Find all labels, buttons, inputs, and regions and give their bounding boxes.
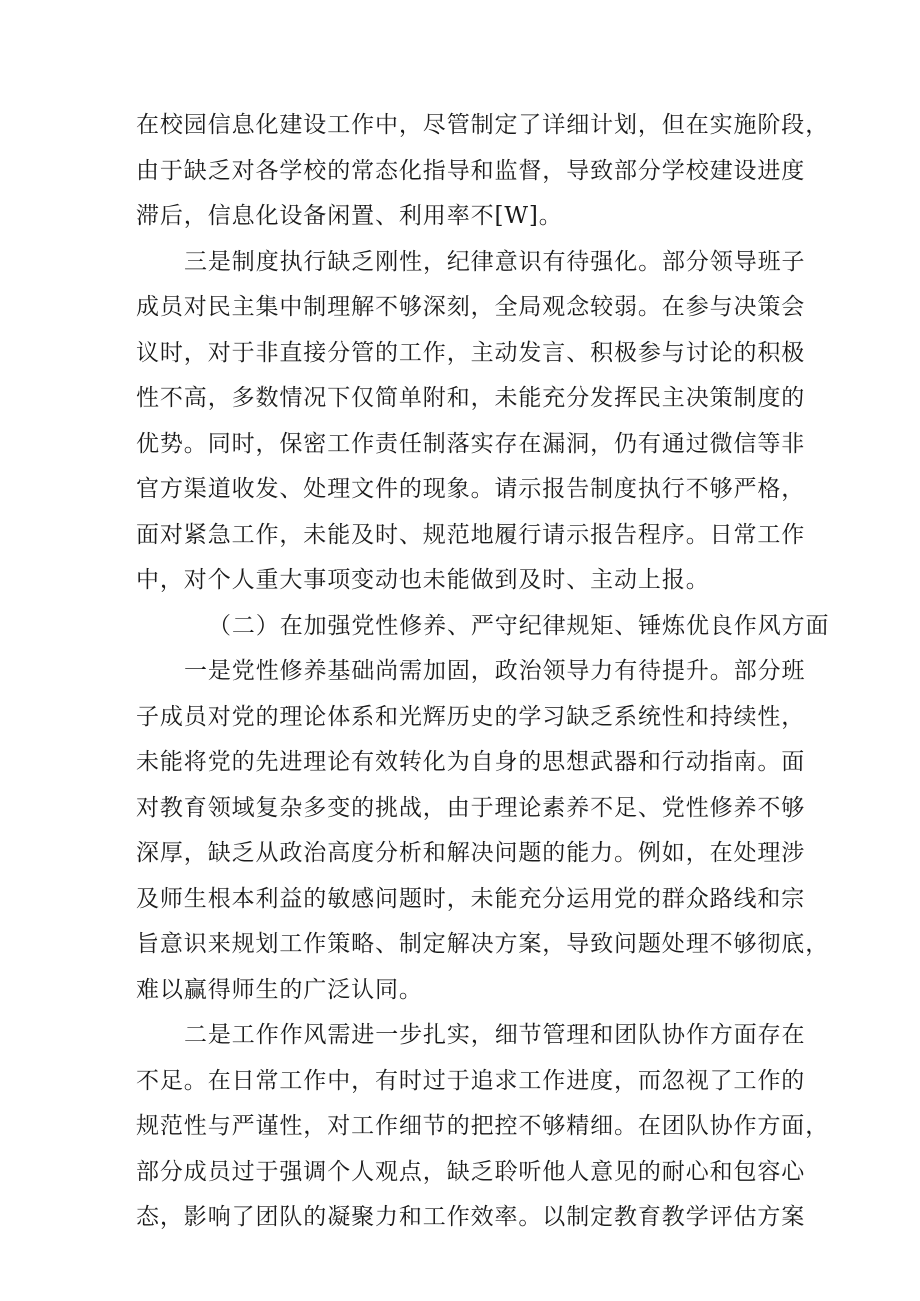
paragraph-start-line: 二是工作作风需进一步扎实，细节管理和团队协作方面存在 xyxy=(184,1022,806,1048)
text-line: 深厚，缺乏从政治高度分析和解决问题的能力。例如，在处理涉 xyxy=(136,840,806,866)
text-line: 旨意识来规划工作策略、制定解决方案，导致问题处理不够彻底， xyxy=(136,931,830,957)
text-line: 在校园信息化建设工作中，尽管制定了详细计划，但在实施阶段， xyxy=(136,112,830,138)
text-line: 子成员对党的理论体系和光辉历史的学习缺乏系统性和持续性， xyxy=(136,703,806,730)
text-line: 官方渠道收发、处理文件的现象。请示报告制度执行不够严格， xyxy=(136,476,806,502)
text-line: 议时，对于非直接分管的工作，主动发言、积极参与讨论的积极 xyxy=(136,339,806,366)
text-line: 成员对民主集中制理解不够深刻，全局观念较弱。在参与决策会 xyxy=(136,294,806,320)
text-line: 部分成员过于强调个人观点，缺乏聆听他人意见的耐心和包容心 xyxy=(136,1158,806,1185)
text-line: 对教育领域复杂多变的挑战，由于理论素养不足、党性修养不够 xyxy=(136,794,806,821)
text-line: 规范性与严谨性，对工作细节的把控不够精细。在团队协作方面， xyxy=(136,1113,830,1139)
paragraph-start-line: 一是党性修养基础尚需加固，政治领导力有待提升。部分班 xyxy=(184,658,806,684)
text-line: 及师生根本利益的敏感问题时，未能充分运用党的群众路线和宗 xyxy=(136,885,806,912)
text-line: 由于缺乏对各学校的常态化指导和监督，导致部分学校建设进度 xyxy=(136,157,806,184)
text-line: 滞后，信息化设备闲置、利用率不[W]。 xyxy=(136,203,563,229)
body-text xyxy=(136,103,830,1241)
text-line: 中，对个人重大事项变动也未能做到及时、主动上报。 xyxy=(136,567,710,593)
text-line: 性不高，多数情况下仅简单附和，未能充分发挥民主决策制度的 xyxy=(136,385,806,411)
text-line: 态，影响了团队的凝聚力和工作效率。以制定教育教学评估方案 xyxy=(136,1204,806,1230)
text-line: 优势。同时，保密工作责任制落实存在漏洞，仍有通过微信等非 xyxy=(136,430,806,457)
section-heading: （二）在加强党性修养、严守纪律规矩、锤炼优良作风方面 xyxy=(208,612,830,639)
text-line: 面对紧急工作，未能及时、规范地履行请示报告程序。日常工作 xyxy=(136,521,806,548)
text-line: 难以赢得师生的广泛认同。 xyxy=(136,976,423,1003)
paragraph-start-line: 三是制度执行缺乏刚性，纪律意识有待强化。部分领导班子 xyxy=(184,248,806,275)
text-line: 未能将党的先进理论有效转化为自身的思想武器和行动指南。面 xyxy=(136,749,806,775)
text-line: 不足。在日常工作中，有时过于追求工作进度，而忽视了工作的 xyxy=(136,1067,806,1094)
